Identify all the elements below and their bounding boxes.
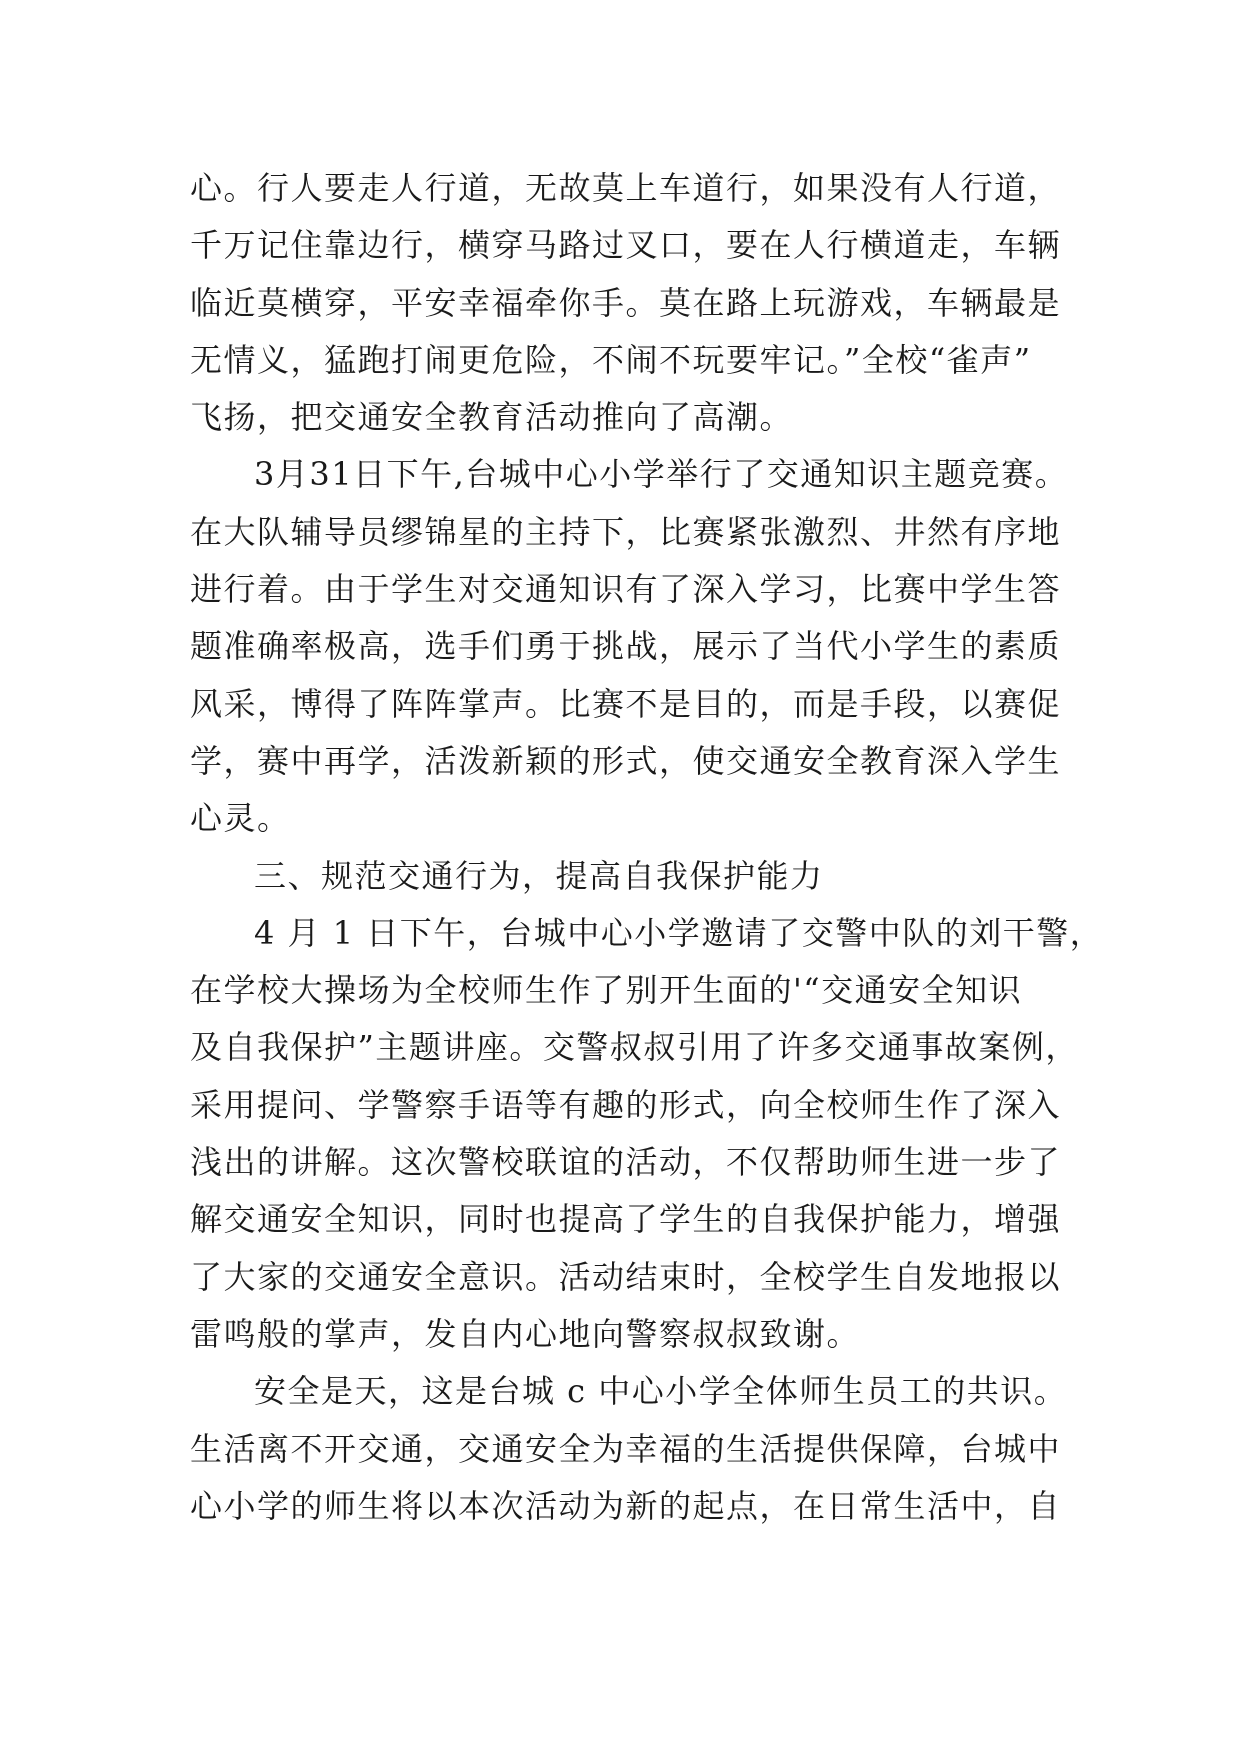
text-line: 心小学的师生将以本次活动为新的起点，在日常生活中，自 [190,1486,1062,1525]
text-line: 心灵。 [190,799,291,838]
paragraph-first-line: 安全是天，这是台城 c 中心小学全体师生员工的共识。 [254,1372,1068,1411]
text-line: 无情义，猛跑打闹更危险，不闹不玩要牢记。”全校“雀声” [190,340,1032,379]
text-line: 千万记住靠边行，横穿马路过叉口，要在人行横道走，车辆 [190,226,1062,265]
text-line: 解交通安全知识，同时也提高了学生的自我保护能力，增强 [190,1200,1062,1239]
text-line: 心。行人要走人行道，无故莫上车道行，如果没有人行道， [190,169,1062,207]
text-line: 题准确率极高，选手们勇于挑战，展示了当代小学生的素质 [190,627,1062,666]
text-line: 在学校大操场为全校师生作了别开生面的'“交通安全知识 [190,971,1023,1010]
text-line: 采用提问、学警察手语等有趣的形式，向全校师生作了深入 [190,1085,1062,1124]
paragraph-first-line: 4 月 1 日下午，台城中心小学邀请了交警中队的刘干警， [254,913,1104,952]
text-line: 进行着。由于学生对交通知识有了深入学习，比赛中学生答 [190,570,1062,609]
text-line: 在大队辅导员缪锦星的主持下，比赛紧张激烈、井然有序地 [190,512,1062,551]
text-line: 雷鸣般的掌声，发自内心地向警察叔叔致谢。 [190,1314,861,1353]
text-line: 生活离不开交通，交通安全为幸福的生活提供保障，台城中 [190,1429,1062,1468]
text-line: 临近莫横穿，平安幸福牵你手。莫在路上玩游戏，车辆最是 [190,283,1062,322]
text-line: 浅出的讲解。这次警校联谊的活动，不仅帮助师生进一步了 [190,1143,1062,1182]
text-line: 及自我保护”主题讲座。交警叔叔引用了许多交通事故案例， [190,1028,1079,1067]
paragraph-first-line: 3月31日下午,台城中心小学举行了交通知识主题竞赛。 [254,455,1069,494]
text-line: 飞扬，把交通安全教育活动推向了高潮。 [190,398,794,437]
text-line: 风采，博得了阵阵掌声。比赛不是目的，而是手段，以赛促 [190,684,1062,723]
document-body [190,160,1104,1535]
section-heading: 三、规范交通行为，提高自我保护能力 [254,856,824,895]
text-line: 了大家的交通安全意识。活动结束时，全校学生自发地报以 [190,1257,1062,1296]
text-line: 学，赛中再学，活泼新颖的形式，使交通安全教育深入学生 [190,741,1062,780]
